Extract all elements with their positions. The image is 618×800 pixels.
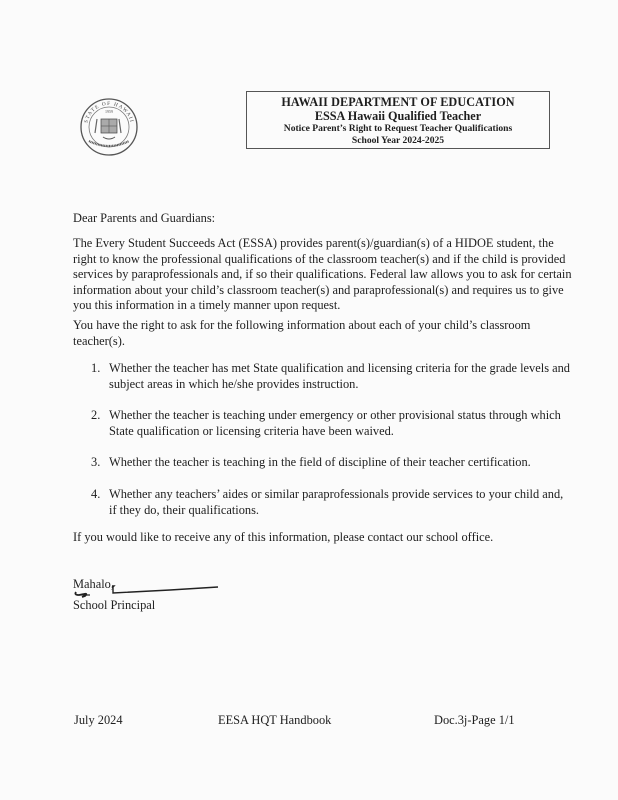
rights-list: [91, 361, 573, 534]
list-item-number: 1.: [91, 361, 101, 375]
department-title: HAWAII DEPARTMENT OF EDUCATION: [281, 95, 515, 109]
footer-page-number: Doc.3j-Page 1/1: [434, 713, 515, 727]
notice-title: Notice Parent’s Right to Request Teacher Qualifications: [283, 123, 513, 134]
list-item: [91, 455, 573, 471]
school-year: School Year 2024-2025: [351, 134, 445, 146]
list-item-text: Whether the teacher is teaching in the field of discipline of their teacher certification.: [109, 455, 531, 470]
list-item: [91, 487, 573, 518]
list-item-text: Whether any teachers’ aides or similar paraprofessionals provide services to your child and, if they do, their qualifications.: [109, 486, 564, 517]
footer-date: July 2024: [74, 713, 123, 727]
document-header-box: [246, 91, 550, 149]
list-item-text: Whether the teacher has met State qualification and licensing criteria for the grade levels and subject areas in which he/she provides instruction.: [109, 361, 571, 391]
list-item: [91, 361, 573, 392]
signer-title: School Principal: [73, 598, 156, 612]
list-item-number: 3.: [91, 455, 101, 470]
signoff: Mahalo,: [73, 577, 114, 591]
program-title: ESSA Hawaii Qualified Teacher: [314, 108, 482, 123]
rights-paragraph: You have the right to ask for the following information about each of your child’s classroom teacher(s).: [73, 318, 531, 348]
footer-handbook: EESA HQT Handbook: [218, 713, 332, 727]
salutation: Dear Parents and Guardians:: [73, 211, 216, 225]
state-seal-icon: [79, 97, 139, 157]
list-item-text: Whether the teacher is teaching under emergency or other provisional status through which State qualification or licensing criteria have been waived.: [109, 408, 561, 438]
list-item-number: 2.: [91, 408, 101, 423]
list-item-number: 4.: [91, 486, 101, 501]
closing-paragraph: If you would like to receive any of this information, please contact our school office.: [73, 530, 494, 544]
seal-ring-text: STATE OF HAWAII: [83, 100, 135, 124]
intro-paragraph: The Every Student Succeeds Act (ESSA) provides parent(s)/guardian(s) of a HIDOE student, the right to know the professional qualifications of the classroom teacher(s) and if the child is provided services by paraprofessionals and, if so their qualifications. Federal law allows you to ask for certain information about your child’s classroom teacher(s) and paraprofessional(s) and requires us to give you this information in a timely manner upon request.: [73, 236, 572, 313]
list-item: [91, 408, 573, 439]
seal-year: 1959: [105, 109, 113, 114]
